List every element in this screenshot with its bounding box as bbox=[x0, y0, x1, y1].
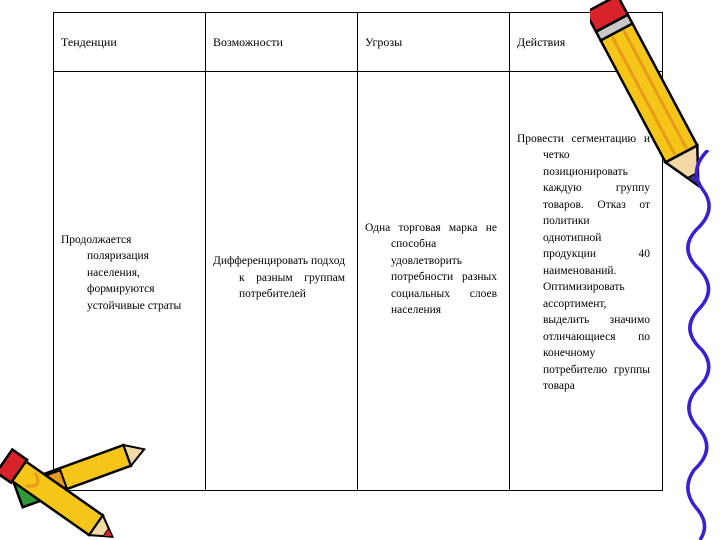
cell-actions: Провести сегментацию и четко позиционировать каждую группу товаров. Отказ от политики однотипной продукции 40 наименований. Оптимизировать ассортимент, выделить значимо отличающиеся по конечному потребителю группы товара bbox=[517, 132, 650, 392]
cell-trends: Продолжается поляризация населения, формируются устойчивые страты bbox=[61, 233, 182, 312]
table-header-row bbox=[54, 13, 663, 72]
cell-opportunities: Дифференцировать подход к разным группам потребителей bbox=[213, 255, 345, 301]
crossed-pencils-icon bbox=[0, 430, 150, 540]
analysis-table bbox=[53, 12, 663, 491]
header-trends: Тенденции bbox=[54, 13, 206, 72]
header-opportunities: Возможности bbox=[206, 13, 358, 72]
cell-threats: Одна торговая марка не способна удовлетворить потребности разных социальных слоев населения bbox=[365, 221, 497, 316]
header-actions: Действия bbox=[510, 13, 663, 72]
table-row bbox=[54, 72, 663, 491]
header-threats: Угрозы bbox=[358, 13, 510, 72]
squiggle-line bbox=[678, 150, 720, 540]
